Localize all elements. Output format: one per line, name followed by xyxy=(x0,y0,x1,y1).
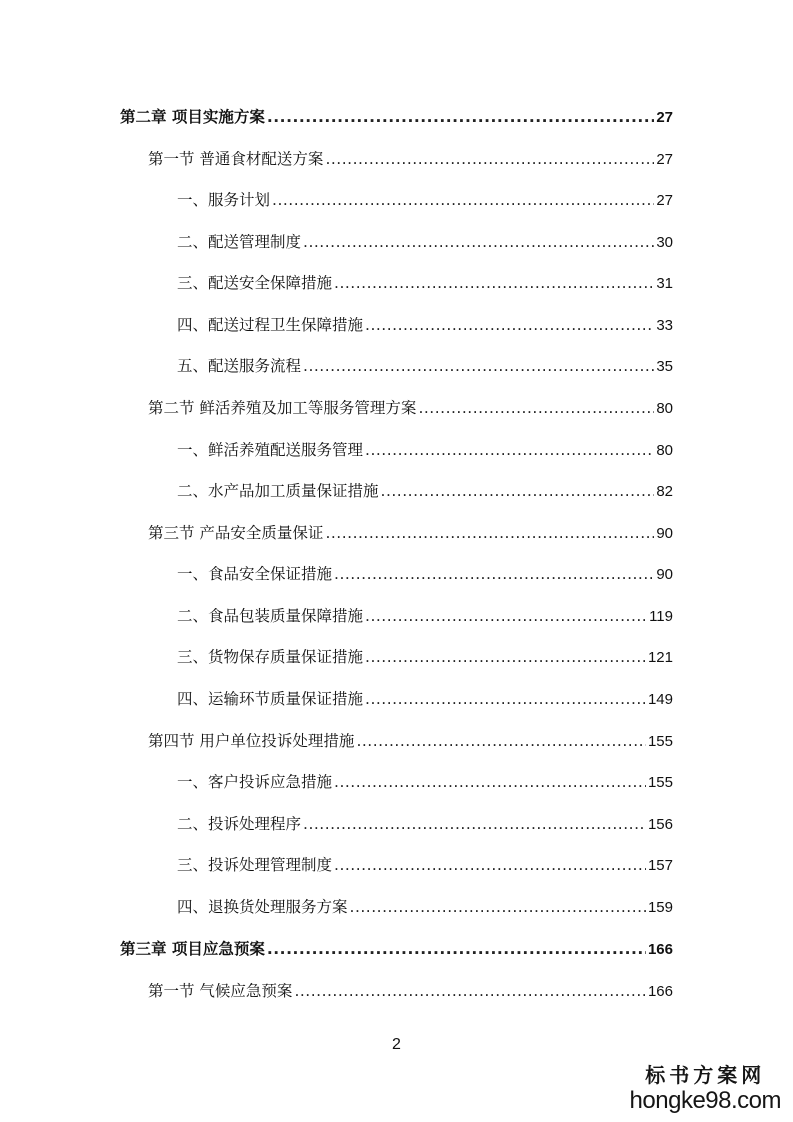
watermark-chinese-text: 标书方案网 xyxy=(645,1063,766,1087)
toc-entry-page: 155 xyxy=(647,733,673,750)
toc-entry-page: 80 xyxy=(656,442,673,459)
toc-entry-title: 第一节 气候应急预案 xyxy=(148,982,293,1000)
toc-entry-title: 四、配送过程卫生保障措施 xyxy=(177,316,364,334)
toc-leader-dots xyxy=(325,147,654,171)
toc-entry-title: 第一节 普通食材配送方案 xyxy=(148,150,324,168)
toc-leader-dots xyxy=(365,687,646,711)
toc-entry-page: 90 xyxy=(656,566,673,583)
toc-entry-page: 33 xyxy=(656,317,673,334)
toc-entry-title: 三、配送安全保障措施 xyxy=(177,274,333,292)
toc-entry-page: 157 xyxy=(647,857,673,874)
toc-entry-section[interactable] xyxy=(148,396,673,420)
toc-leader-dots xyxy=(365,645,646,669)
toc-entry-subsection[interactable] xyxy=(177,645,673,669)
toc-entry-page: 166 xyxy=(647,941,673,958)
toc-entry-subsection[interactable] xyxy=(177,271,673,295)
toc-entry-title: 四、退换货处理服务方案 xyxy=(177,898,348,916)
toc-entry-subsection[interactable] xyxy=(177,687,673,711)
toc-entry-subsection[interactable] xyxy=(177,313,673,337)
toc-entry-subsection[interactable] xyxy=(177,354,673,378)
toc-entry-section[interactable] xyxy=(148,521,673,545)
toc-entry-title: 第三节 产品安全质量保证 xyxy=(148,524,324,542)
toc-entry-page: 166 xyxy=(647,983,673,1000)
toc-entry-page: 149 xyxy=(647,691,673,708)
toc-leader-dots xyxy=(381,479,655,503)
toc-leader-dots xyxy=(356,729,646,753)
toc-entry-page: 27 xyxy=(656,192,673,209)
toc-leader-dots xyxy=(418,396,654,420)
toc-leader-dots xyxy=(334,770,646,794)
site-watermark xyxy=(630,1062,781,1114)
toc-leader-dots xyxy=(334,271,654,295)
toc-entry-page: 155 xyxy=(647,774,673,791)
toc-entry-page: 27 xyxy=(656,109,673,126)
toc-entry-title: 第四节 用户单位投诉处理措施 xyxy=(148,732,355,750)
toc-leader-dots xyxy=(267,937,646,961)
toc-entry-subsection[interactable] xyxy=(177,438,673,462)
toc-entry-page: 156 xyxy=(647,816,673,833)
toc-entry-chapter[interactable] xyxy=(120,937,673,961)
toc-leader-dots xyxy=(334,562,654,586)
toc-entry-subsection[interactable] xyxy=(177,188,673,212)
toc-entry-title: 二、水产品加工质量保证措施 xyxy=(177,482,379,500)
toc-entry-section[interactable] xyxy=(148,979,673,1003)
toc-entry-title: 一、服务计划 xyxy=(177,191,271,209)
toc-entry-page: 27 xyxy=(656,151,673,168)
toc-leader-dots xyxy=(365,438,654,462)
toc-leader-dots xyxy=(334,853,646,877)
toc-entry-subsection[interactable] xyxy=(177,812,673,836)
toc-entry-title: 五、配送服务流程 xyxy=(177,357,302,375)
toc-entry-title: 一、食品安全保证措施 xyxy=(177,565,333,583)
toc-entry-subsection[interactable] xyxy=(177,895,673,919)
watermark-url: hongke98.com xyxy=(629,1087,781,1114)
toc-leader-dots xyxy=(350,895,646,919)
toc-entry-title: 一、客户投诉应急措施 xyxy=(177,773,333,791)
toc-leader-dots xyxy=(267,105,654,129)
toc-entry-title: 第二节 鲜活养殖及加工等服务管理方案 xyxy=(148,399,417,417)
page-number: 2 xyxy=(392,1036,401,1053)
toc-entry-title: 第三章 项目应急预案 xyxy=(120,940,265,958)
toc-entry-subsection[interactable] xyxy=(177,562,673,586)
toc-leader-dots xyxy=(365,604,647,628)
toc-leader-dots xyxy=(325,521,654,545)
toc-entry-page: 159 xyxy=(647,899,673,916)
toc-entry-title: 三、投诉处理管理制度 xyxy=(177,856,333,874)
toc-leader-dots xyxy=(294,979,646,1003)
toc-entry-page: 121 xyxy=(647,649,673,666)
toc-leader-dots xyxy=(303,354,654,378)
toc-leader-dots xyxy=(303,230,654,254)
toc-entry-page: 90 xyxy=(656,525,673,542)
toc-entry-page: 82 xyxy=(656,483,673,500)
toc-entry-subsection[interactable] xyxy=(177,770,673,794)
toc-entry-title: 第二章 项目实施方案 xyxy=(120,108,265,126)
toc-entry-subsection[interactable] xyxy=(177,604,673,628)
toc-entry-chapter[interactable] xyxy=(120,105,673,129)
toc-entry-title: 一、鲜活养殖配送服务管理 xyxy=(177,441,364,459)
toc-entry-subsection[interactable] xyxy=(177,853,673,877)
toc-entry-page: 80 xyxy=(656,400,673,417)
toc-entry-title: 二、食品包装质量保障措施 xyxy=(177,607,364,625)
toc-entry-page: 119 xyxy=(649,608,673,625)
toc-entry-subsection[interactable] xyxy=(177,479,673,503)
toc-leader-dots xyxy=(365,313,654,337)
toc-leader-dots xyxy=(272,188,654,212)
toc-entry-page: 30 xyxy=(656,234,673,251)
toc-entry-page: 31 xyxy=(656,275,673,292)
toc-leader-dots xyxy=(303,812,646,836)
toc-entry-title: 四、运输环节质量保证措施 xyxy=(177,690,364,708)
toc-entry-section[interactable] xyxy=(148,729,673,753)
toc-entry-page: 35 xyxy=(656,358,673,375)
toc-entry-section[interactable] xyxy=(148,147,673,171)
toc-entry-subsection[interactable] xyxy=(177,230,673,254)
toc-entry-title: 二、投诉处理程序 xyxy=(177,815,302,833)
toc-entry-title: 二、配送管理制度 xyxy=(177,233,302,251)
toc-entry-title: 三、货物保存质量保证措施 xyxy=(177,648,364,666)
